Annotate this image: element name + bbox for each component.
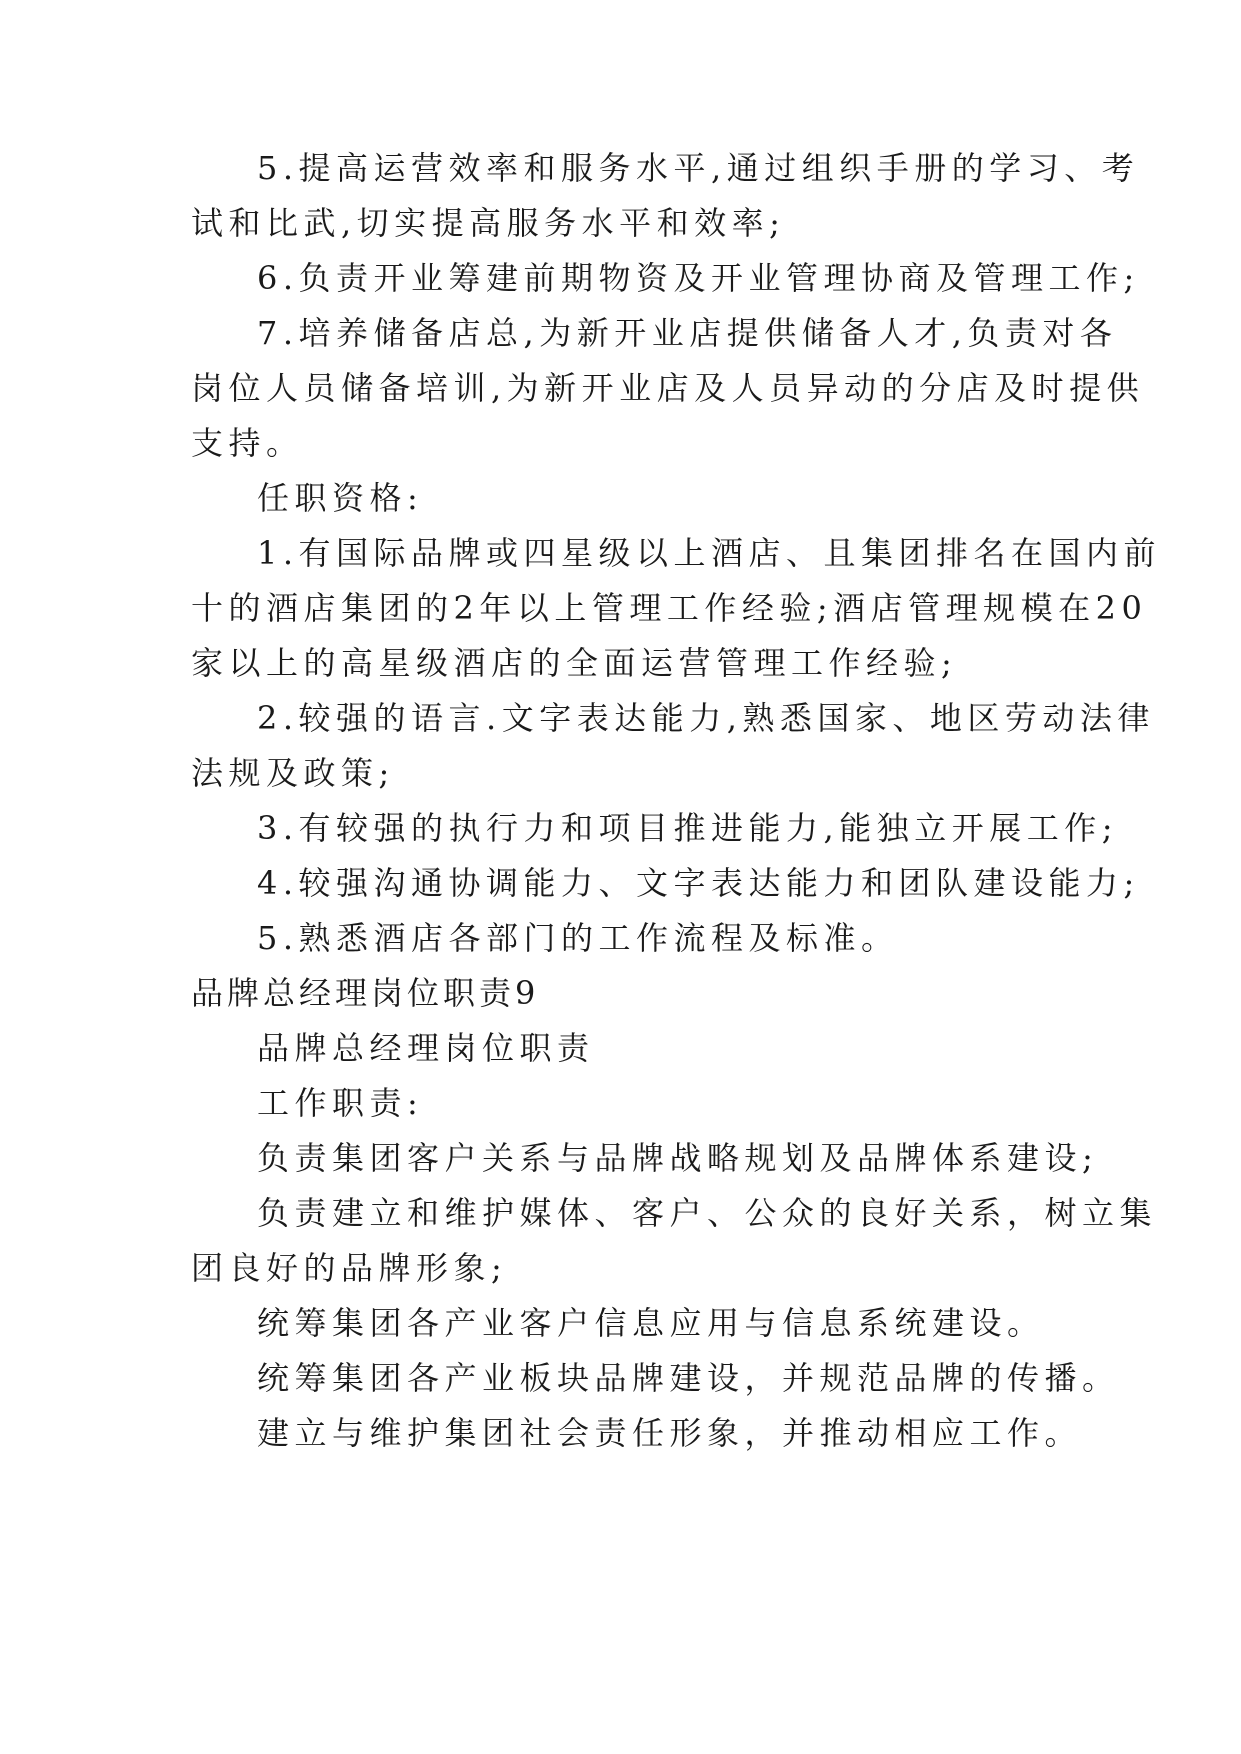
- subsection-title: 品牌总经理岗位职责: [257, 1029, 595, 1067]
- text-line: 6.负责开业筹建前期物资及开业管理协商及管理工作;: [257, 259, 1140, 297]
- text-line: 支持。: [191, 424, 304, 462]
- text-line: 统筹集团各产业客户信息应用与信息系统建设。: [257, 1304, 1045, 1342]
- text-line: 3.有较强的执行力和项目推进能力,能独立开展工作;: [257, 809, 1118, 847]
- section-heading: 品牌总经理岗位职责9: [191, 974, 540, 1012]
- text-line: 1.有国际品牌或四星级以上酒店、且集团排名在国内前: [257, 534, 1162, 572]
- text-line: 十的酒店集团的2年以上管理工作经验;酒店管理规模在20: [191, 589, 1148, 627]
- text-line: 试和比武,切实提高服务水平和效率;: [191, 204, 786, 242]
- section-label: 任职资格:: [257, 479, 424, 517]
- text-line: 5.提高运营效率和服务水平,通过组织手册的学习、考: [257, 149, 1140, 187]
- text-line: 7.培养储备店总,为新开业店提供储备人才,负责对各: [257, 314, 1118, 352]
- text-line: 负责建立和维护媒体、客户、公众的良好关系，树立集: [257, 1194, 1158, 1232]
- text-line: 4.较强沟通协调能力、文字表达能力和团队建设能力;: [257, 864, 1140, 902]
- text-line: 法规及政策;: [191, 754, 395, 792]
- text-line: 家以上的高星级酒店的全面运营管理工作经验;: [191, 644, 958, 682]
- section-label: 工作职责:: [257, 1084, 424, 1122]
- text-line: 5.熟悉酒店各部门的工作流程及标准。: [257, 919, 899, 957]
- text-line: 负责集团客户关系与品牌战略规划及品牌体系建设;: [257, 1139, 1099, 1177]
- text-line: 2.较强的语言.文字表达能力,熟悉国家、地区劳动法律: [257, 699, 1155, 737]
- text-line: 岗位人员储备培训,为新开业店及人员异动的分店及时提供: [191, 369, 1145, 407]
- text-line: 建立与维护集团社会责任形象，并推动相应工作。: [257, 1414, 1083, 1452]
- text-line: 统筹集团各产业板块品牌建设，并规范品牌的传播。: [257, 1359, 1120, 1397]
- text-line: 团良好的品牌形象;: [191, 1249, 508, 1287]
